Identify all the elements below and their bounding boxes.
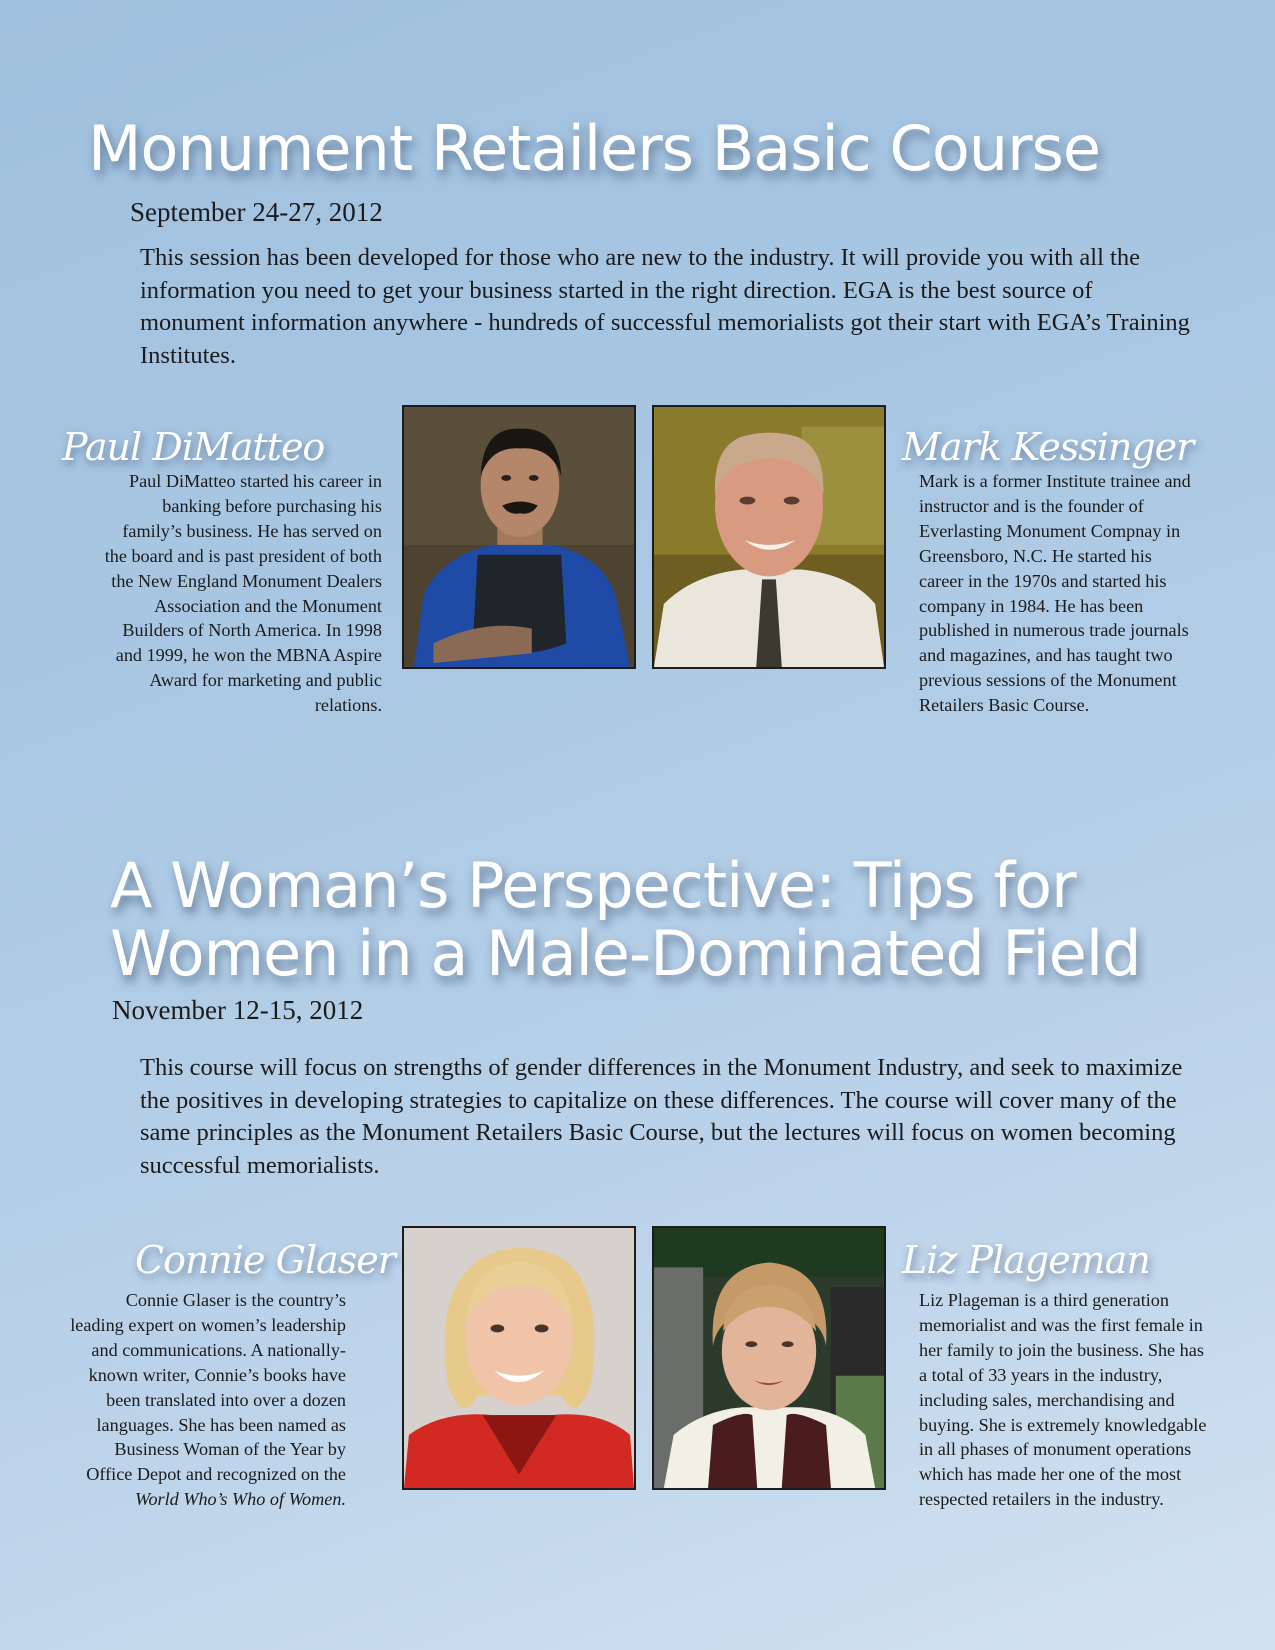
instructor-name-paul-dimatteo: Paul DiMatteo (62, 425, 325, 469)
course2-intro: This course will focus on strengths of gender differences in the Monument Industry, and seek to maximize the positives in developing strategies to capitalize on these differences. The course will cover many of the same principles as the Monument Retailers Basic Course, but the lectures will focus on women becoming successful memorialists. (140, 1054, 1183, 1179)
photo-liz-plageman (652, 1226, 886, 1490)
course2-title-line1: A Woman’s Perspective: Tips for (110, 849, 1076, 922)
instructor-name-mark-kessinger: Mark Kessinger (902, 425, 1194, 469)
photo-paul-dimatteo (402, 405, 636, 669)
course2-title-line2: Women in a Male-Dominated Field (110, 917, 1141, 990)
instructor-bio-liz-plageman: Liz Plageman is a third generation memorialist and was the first female in her family to join the business. She has a total of 33 years in the industry, including sales, merchandising and buying. She is extremely knowledgable in all phases of monument operations which has made her one of the most respected retailers in the industry. (919, 1290, 1207, 1510)
course2-title (110, 849, 1141, 990)
bio-text: Connie Glaser is the country’s leading expert on women’s leadership and communications. A nationally-known writer, Connie’s books have been translated into over a dozen languages. She has been named as Business Woman of the Year by Office Depot and recognized on the (70, 1290, 346, 1485)
course1-title: Monument Retailers Basic Course (88, 112, 1101, 185)
instructor-name-liz-plageman: Liz Plageman (902, 1238, 1150, 1282)
instructor-name-connie-glaser: Connie Glaser (135, 1238, 395, 1282)
instructor-bio-paul-dimatteo: Paul DiMatteo started his career in banking before purchasing his family’s business. He has served on the board and is past president of both the New England Monument Dealers Association and the Monument Builders of North America. In 1998 and 1999, he won the MBNA Aspire Award for marketing and public relations. (104, 471, 382, 716)
course1-date: September 24-27, 2012 (130, 197, 383, 227)
photo-connie-glaser (402, 1226, 636, 1490)
instructor-bio-connie-glaser (70, 1288, 346, 1512)
course2-date: November 12-15, 2012 (112, 995, 364, 1025)
photo-mark-kessinger (652, 405, 886, 669)
bio-italic-text: World Who’s Who of Women. (134, 1489, 346, 1510)
course1-intro: This session has been developed for those who are new to the industry. It will provide you with all the information you need to get your business started in the right direction. EGA is the best source of monument information anywhere - hundreds of successful memorialists got their start with EGA’s Training Institutes. (140, 244, 1190, 369)
instructor-bio-mark-kessinger: Mark is a former Institute trainee and instructor and is the founder of Everlasting Monument Compnay in Greensboro, N.C. He started his career in the 1970s and started his company in 1984. He has been published in numerous trade journals and magazines, and has taught two previous sessions of the Monument Retailers Basic Course. (919, 471, 1191, 716)
